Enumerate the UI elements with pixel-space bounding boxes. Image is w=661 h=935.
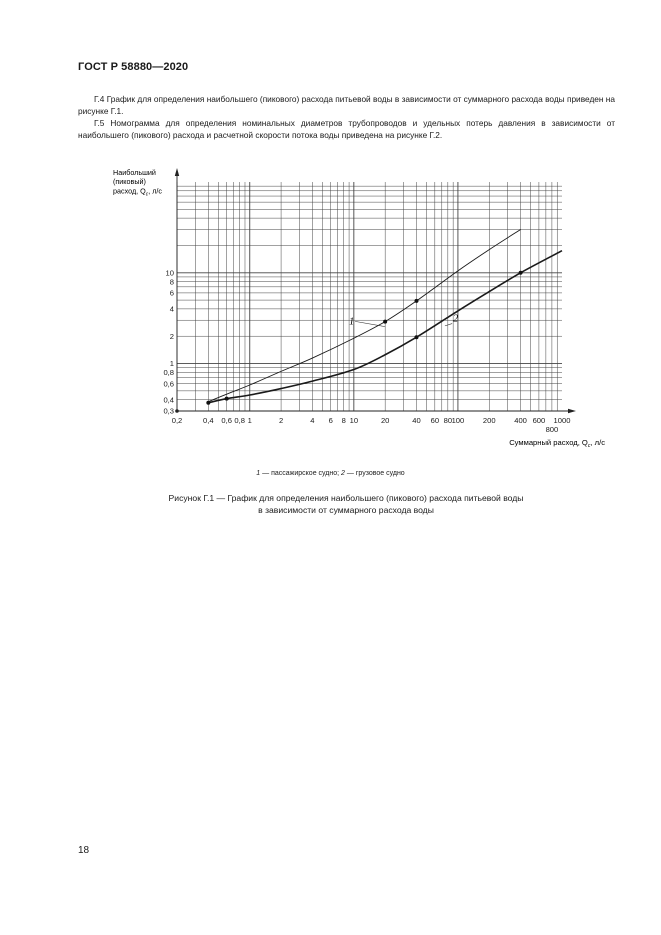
y-tick-label: 4 — [169, 304, 174, 314]
x-tick-label: 100 — [451, 416, 465, 425]
caption-line-2: в зависимости от суммарного расхода воды — [258, 504, 434, 515]
caption-line-1: Рисунок Г.1 — График для определения наибольшего (пикового) расхода питьевой воды — [168, 493, 524, 503]
origin-marker — [175, 409, 179, 413]
x-axis-label — [509, 438, 605, 449]
legend-text-2: — грузовое судно — [344, 470, 405, 477]
x-tick-label: 6 — [328, 416, 333, 425]
series-leader-2 — [445, 324, 452, 326]
y-axis-arrow — [175, 168, 179, 176]
y-tick-label: 0,4 — [163, 395, 174, 405]
y-axis-label-sub: c — [145, 191, 149, 198]
y-axis-label-line-1: Наибольший — [113, 168, 156, 177]
paragraph-g4-text: Г.4 График для определения наибольшего (пикового) расхода питьевой воды в зависимости от суммарного расхода воды приведен на рисунке Г.1. — [78, 94, 615, 116]
chart-labels — [113, 168, 605, 449]
x-tick-label: 800 — [545, 425, 559, 434]
series-point-2 — [225, 397, 229, 401]
series-point-2 — [519, 271, 523, 275]
series-point-1 — [414, 299, 418, 303]
x-tick-label: 1 — [247, 416, 252, 425]
chart-curves — [206, 229, 562, 404]
x-tick-label: 0,8 — [234, 416, 245, 425]
chart-legend — [0, 470, 661, 477]
figure-caption — [0, 493, 661, 516]
y-axis-label-unit: , л/с — [148, 186, 163, 196]
x-axis-label-unit: , л/с — [590, 438, 605, 447]
y-tick-label: 0,3 — [163, 406, 174, 416]
x-tick-label: 2 — [278, 416, 284, 425]
y-axis-label-main: расход, Q — [113, 186, 146, 196]
x-tick-label: 40 — [412, 416, 421, 425]
x-tick-label: 10 — [349, 416, 359, 425]
series-point-2 — [414, 335, 418, 339]
x-axis-arrow — [568, 409, 576, 413]
x-tick-label: 0,2 — [171, 416, 183, 425]
y-tick-label: 1 — [169, 359, 174, 369]
x-tick-label: 1000 — [553, 416, 571, 425]
legend-num-1: 1 — [256, 470, 261, 477]
x-tick-label: 20 — [380, 416, 390, 425]
page-number: 18 — [78, 845, 90, 856]
x-tick-label: 0,6 — [221, 416, 232, 425]
x-axis-label-sub: c — [587, 442, 591, 449]
paragraph-g5-text: Г.5 Номограмма для определения номинальных диаметров трубопроводов и удельных потерь давления в зависимости от наибольшего (пикового) расхода и расчетной скорости потока воды приведена на рисунке Г.2. — [78, 118, 615, 140]
chart-grid — [177, 182, 562, 411]
y-tick-label: 0,8 — [163, 368, 174, 378]
x-tick-label: 200 — [482, 416, 496, 425]
series-point-1 — [383, 320, 387, 324]
x-tick-label: 600 — [532, 416, 546, 425]
y-tick-label: 2 — [169, 331, 174, 341]
y-tick-label: 10 — [165, 268, 174, 278]
y-tick-label: 6 — [169, 288, 174, 298]
x-tick-label: 8 — [341, 416, 346, 425]
x-tick-label: 400 — [514, 416, 527, 425]
legend-num-2: 2 — [341, 470, 345, 477]
x-tick-label: 80 — [443, 416, 453, 425]
series-point-2 — [206, 401, 210, 405]
series-line-1 — [208, 229, 520, 401]
y-axis-label-line-2: (пиковый) — [113, 177, 146, 186]
x-tick-label: 0,4 — [203, 416, 214, 425]
x-tick-label: 60 — [430, 416, 440, 425]
document-header: ГОСТ Р 58880—2020 — [78, 61, 189, 73]
y-tick-label: 8 — [169, 277, 174, 287]
x-axis-label-main: Суммарный расход, Q — [509, 438, 588, 447]
chart-ticks — [163, 268, 570, 434]
series-label-1: 1 — [349, 316, 355, 328]
x-tick-label: 4 — [310, 416, 315, 425]
y-axis-label-line-3 — [113, 187, 162, 198]
y-tick-label: 0,6 — [163, 379, 174, 389]
legend-text-1: — пассажирское судно; — [260, 470, 342, 477]
series-label-2: 2 — [453, 313, 459, 325]
chart-axes — [175, 168, 576, 413]
